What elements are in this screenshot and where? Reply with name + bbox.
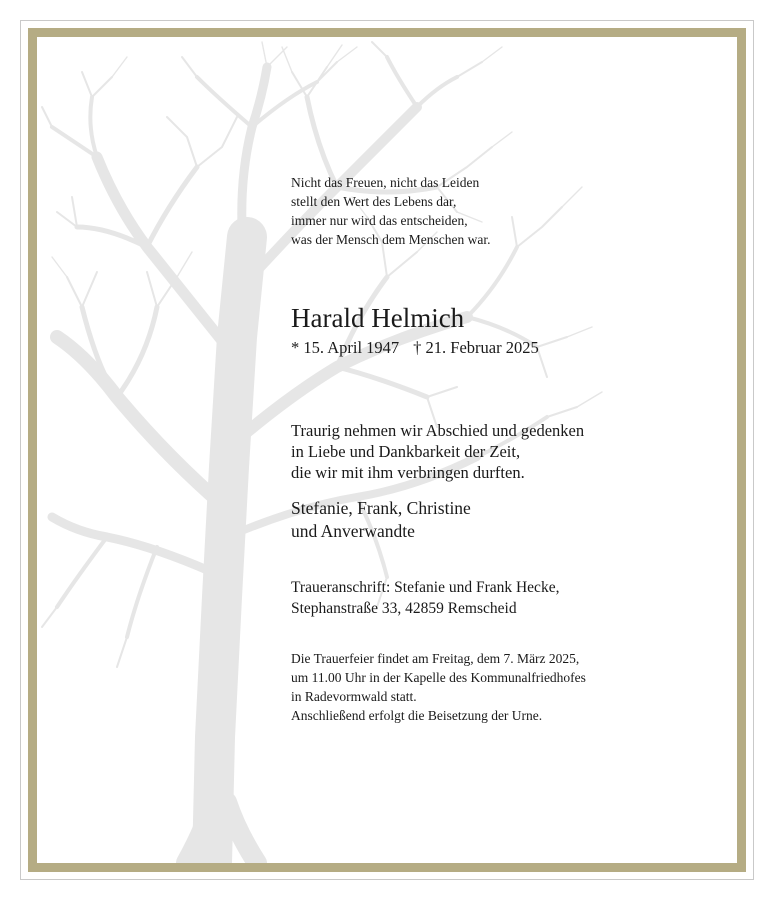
- mourning-line: die wir mit ihm verbringen durften.: [291, 463, 525, 482]
- family-line: Stefanie, Frank, Christine: [291, 498, 471, 518]
- mourning-text: [291, 420, 584, 483]
- ceremony-line: Anschließend erfolgt die Beisetzung der Urne.: [291, 708, 543, 723]
- poem-line: immer nur wird das entscheiden,: [291, 213, 468, 228]
- mourning-line: in Liebe und Dankbarkeit der Zeit,: [291, 442, 521, 461]
- poem-line: was der Mensch dem Menschen war.: [291, 232, 491, 247]
- poem-line: stellt den Wert des Lebens dar,: [291, 194, 457, 209]
- poem: [291, 173, 490, 249]
- ceremony-line: um 11.00 Uhr in der Kapelle des Kommunalfriedhofes: [291, 670, 586, 685]
- mourning-line: Traurig nehmen wir Abschied und gedenken: [291, 421, 585, 440]
- address-line: Traueranschrift: Stefanie und Frank Hecke,: [291, 579, 560, 596]
- address-line: Stephanstraße 33, 42859 Remscheid: [291, 600, 517, 617]
- death-date: † 21. Februar 2025: [413, 338, 539, 357]
- ceremony-line: Die Trauerfeier findet am Freitag, dem 7. März 2025,: [291, 651, 580, 666]
- ceremony-line: in Radevormwald statt.: [291, 689, 417, 704]
- birth-date: * 15. April 1947: [291, 338, 400, 357]
- family-line: und Anverwandte: [291, 521, 415, 541]
- poem-line: Nicht das Freuen, nicht das Leiden: [291, 175, 480, 190]
- family-signature: [291, 497, 471, 543]
- mourning-address: [291, 577, 559, 619]
- ceremony-info: [291, 649, 586, 725]
- life-dates: [291, 337, 539, 359]
- deceased-name: Harald Helmich: [291, 303, 465, 333]
- obituary-card: [28, 28, 746, 872]
